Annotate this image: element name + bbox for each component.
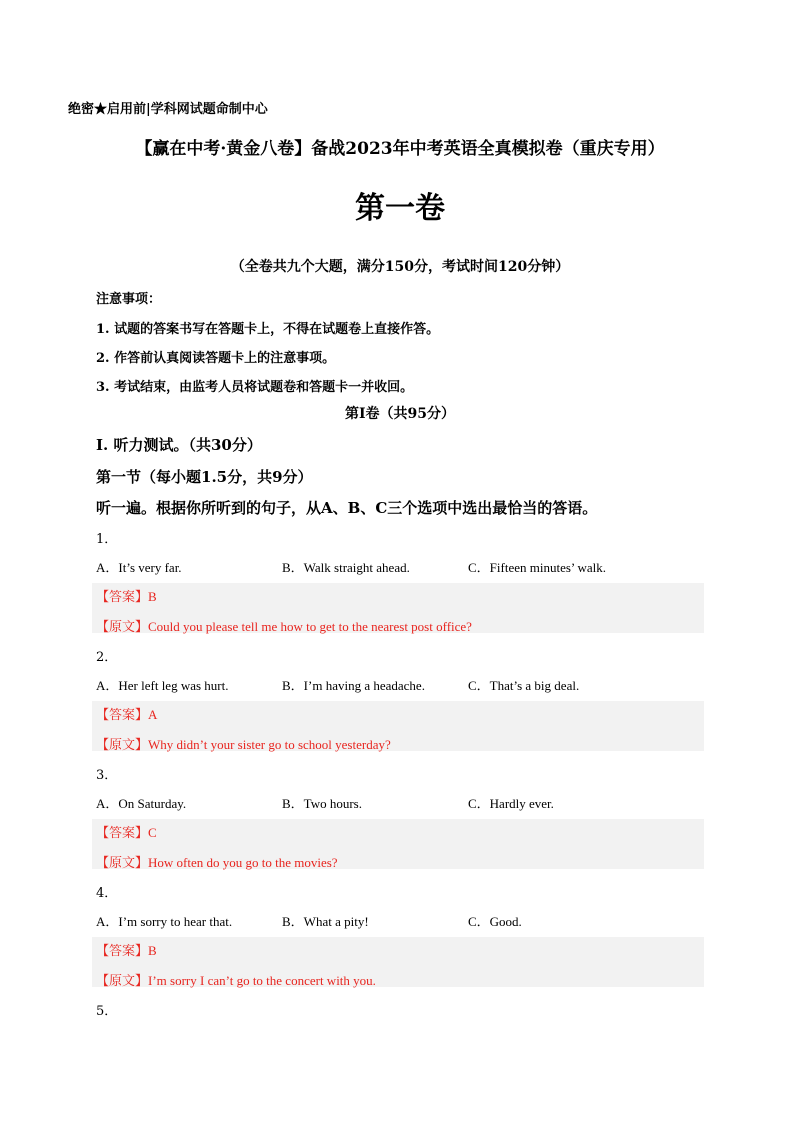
question-number: 5． bbox=[96, 1004, 118, 1019]
option-a: A．Her left leg was hurt. bbox=[96, 678, 229, 693]
question-number: 3． bbox=[96, 768, 118, 783]
transcript-text: 【原文】How often do you go to the movies? bbox=[96, 855, 338, 870]
answer-label: 【答案】B bbox=[96, 589, 157, 604]
notice-item: 3. 考试结束，由监考人员将试题卷和答题卡一并收回。 bbox=[96, 380, 414, 395]
volume-title: 第一卷 bbox=[355, 191, 445, 226]
option-c: C．Hardly ever. bbox=[468, 796, 554, 811]
option-c: C．Fifteen minutes’ walk. bbox=[468, 560, 607, 575]
option-c: C．Good. bbox=[468, 914, 522, 929]
exam-info: （全卷共九个大题，满分150分，考试时间120分钟） bbox=[230, 259, 570, 275]
notice-heading: 注意事项： bbox=[96, 292, 162, 307]
question-number: 2． bbox=[96, 650, 118, 665]
notice-item: 2. 作答前认真阅读答题卡上的注意事项。 bbox=[96, 351, 336, 366]
transcript-text: 【原文】Could you please tell me how to get to the nearest post office? bbox=[96, 619, 472, 634]
option-a: A．On Saturday. bbox=[96, 796, 187, 811]
question-number: 4． bbox=[96, 886, 118, 901]
option-b: B．Two hours. bbox=[282, 796, 362, 811]
document-title: 【赢在中考·黄金八卷】备战2023年中考英语全真模拟卷（重庆专用） bbox=[135, 139, 665, 159]
subsection-heading: 第一节（每小题1.5分，共9分） bbox=[96, 468, 313, 486]
option-b: B．What a pity! bbox=[282, 914, 369, 929]
section-heading: I. 听力测试。（共30分） bbox=[96, 436, 262, 454]
confidential-label: 绝密★启用前|学科网试题命制中心 bbox=[68, 102, 268, 117]
transcript-text: 【原文】Why didn’t your sister go to school yesterday? bbox=[96, 737, 391, 752]
answer-label: 【答案】C bbox=[96, 825, 157, 840]
option-a: A．It’s very far. bbox=[96, 560, 182, 575]
part-title: 第Ⅰ卷（共95分） bbox=[344, 406, 456, 422]
answer-label: 【答案】B bbox=[96, 943, 157, 958]
option-b: B．I’m having a headache. bbox=[282, 678, 425, 693]
answer-label: 【答案】A bbox=[96, 707, 158, 722]
option-c: C．That’s a big deal. bbox=[468, 678, 580, 693]
option-a: A．I’m sorry to hear that. bbox=[96, 914, 233, 929]
notice-item: 1. 试题的答案书写在答题卡上，不得在试题卷上直接作答。 bbox=[96, 322, 440, 337]
directions-text: 听一遍。根据你所听到的句子，从A、B、C三个选项中选出最恰当的答语。 bbox=[96, 499, 598, 517]
transcript-text: 【原文】I’m sorry I can’t go to the concert with you. bbox=[96, 973, 376, 988]
option-b: B．Walk straight ahead. bbox=[282, 560, 410, 575]
question-number: 1． bbox=[96, 532, 118, 547]
